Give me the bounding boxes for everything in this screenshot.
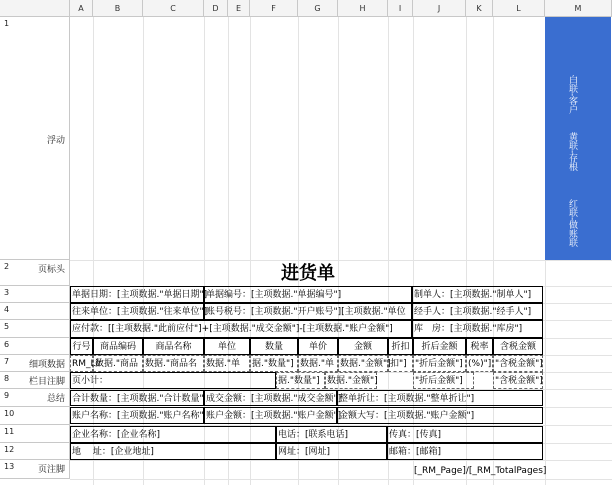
report-title[interactable]: 进货单 [281,263,335,284]
banner-line-1: 白联-客户 [567,75,577,115]
table-header-cell-5[interactable]: 单价 [298,338,338,355]
row-header-5[interactable] [0,320,70,338]
row-number: 7 [4,357,10,366]
account-taxno-field[interactable]: 账号税号：[主项数据."开户账号"][主项数据."单位 [204,303,412,320]
row-header-2[interactable] [0,260,70,286]
address-field[interactable]: 地 址：[企业地址] [70,443,276,460]
detail-cell-10[interactable]: "含税金额"] [493,355,543,372]
table-header-cell-1[interactable]: 商品编码 [93,338,143,355]
row-number: 10 [4,409,15,418]
row-header-1[interactable] [0,17,70,260]
page-subtotal-qty[interactable]: 据."数量"] [276,372,325,389]
row-header-12[interactable] [0,443,70,460]
detail-cell-6[interactable]: 数据."金额"] [338,355,388,372]
row-header-3[interactable] [0,286,70,303]
column-header-i[interactable]: I [388,0,413,17]
row-header-4[interactable] [0,303,70,320]
account-name-field[interactable]: 账户名称：[主项数据."账户名称" [70,407,204,424]
total-qty-field[interactable]: 合计数量：[主项数据."合计数量" [70,390,204,406]
column-header-e[interactable]: E [228,0,250,17]
row-number: 8 [4,374,10,383]
company-name-field[interactable]: 企业名称：[企业名称] [70,426,276,443]
band-label: 浮动 [46,136,65,146]
partner-unit-field[interactable]: 往来单位：[主项数据."往来单位"] [70,303,204,320]
banner-line-2: 黄联-存根 [567,132,577,172]
row-number: 3 [4,288,10,297]
table-header-cell-8[interactable]: 折后金额 [413,338,466,355]
page-subtotal-tax-amount[interactable]: "含税金额"] [493,372,543,389]
row-number: 2 [4,262,10,271]
row-number: 13 [4,462,15,471]
page-subtotal-amount[interactable]: 数据."金额"] [325,372,377,389]
detail-cell-7[interactable]: 扣"] [388,355,413,372]
detail-cell-4[interactable]: 据."数量"] [250,355,298,372]
doc-maker-field[interactable]: 制单人：[主项数据."制单人"] [412,286,543,303]
grid-line [70,260,612,261]
detail-cell-3[interactable]: 数据."单 [204,355,250,372]
page-number-field[interactable]: [_RM_Page]/[_RM_TotalPages] [414,466,547,476]
band-label: 页标头 [37,265,65,275]
phone-field[interactable]: 电话：[联系电话] [276,426,387,443]
row-number: 9 [4,391,10,400]
banner-line-3: 红联-做账联 [567,199,577,248]
column-header-k[interactable]: K [466,0,493,17]
column-header-h[interactable]: H [338,0,388,17]
detail-cell-2[interactable]: 数据."商品名 [143,355,204,372]
website-field[interactable]: 网址：[网址] [276,443,387,460]
band-label: 页注脚 [37,465,65,475]
detail-cell-1[interactable]: 数据."商品 [93,355,143,372]
detail-cell-9[interactable]: (%)"] [466,355,493,372]
row-header-6[interactable] [0,338,70,355]
column-header-b[interactable]: B [93,0,143,17]
page-subtotal-label[interactable]: 页小计： [70,372,276,389]
doc-date-field[interactable]: 单据日期：[主项数据."单据日期"] [70,286,204,303]
column-header-j[interactable]: J [413,0,466,17]
table-header-cell-7[interactable]: 折扣 [388,338,413,355]
detail-cell-8[interactable]: "折后金额"] [413,355,466,372]
row-number: 11 [4,427,15,436]
row-header-10[interactable] [0,407,70,425]
table-header-cell-9[interactable]: 税率 [466,338,493,355]
corner-cell[interactable] [0,0,70,17]
row-number: 1 [4,19,10,28]
column-header-f[interactable]: F [250,0,298,17]
grid-line [70,479,612,480]
detail-cell-0[interactable]: RM_Lir [70,355,93,372]
row-header-7[interactable] [0,355,70,372]
row-header-11[interactable] [0,425,70,443]
whole-discount-field[interactable]: 整单折让：[主项数据."整单折让"] [337,390,543,406]
amount-upper-field[interactable]: 金额大写：[主项数据."账户金额"] [337,407,543,424]
detail-cell-5[interactable]: 数据."单 [298,355,338,372]
column-header-g[interactable]: G [298,0,338,17]
copy-distribution-banner[interactable] [545,17,611,260]
band-label: 总结 [46,394,65,404]
row-header-9[interactable] [0,389,70,407]
band-label: 栏目注脚 [28,377,65,387]
row-number: 12 [4,445,15,454]
row-number: 6 [4,340,10,349]
warehouse-field[interactable]: 库 房：[主项数据."库房"] [412,320,543,338]
table-header-cell-4[interactable]: 数量 [250,338,298,355]
grid-line [70,460,612,461]
handler-field[interactable]: 经手人：[主项数据."经手人"] [412,303,543,320]
row-number: 5 [4,322,10,331]
row-number: 4 [4,305,10,314]
row-header-13[interactable] [0,460,70,479]
table-header-cell-0[interactable]: 行号 [70,338,93,355]
page-subtotal-discount-amount[interactable]: "折后金额"] [413,372,474,389]
doc-number-field[interactable]: 单据编号：[主项数据."单据编号"] [204,286,412,303]
column-header-m[interactable]: M [545,0,612,17]
column-header-c[interactable]: C [143,0,204,17]
table-header-cell-2[interactable]: 商品名称 [143,338,204,355]
fax-field[interactable]: 传真：[传真] [387,426,543,443]
table-header-cell-10[interactable]: 含税金额 [493,338,543,355]
row-header-8[interactable] [0,372,70,389]
account-amount-field[interactable]: 账户金额：[主项数据."账户金额"] [204,407,337,424]
table-header-cell-6[interactable]: 金额 [338,338,388,355]
column-header-l[interactable]: L [493,0,545,17]
table-header-cell-3[interactable]: 单位 [204,338,250,355]
band-label: 细项数据 [28,360,65,370]
deal-amount-field[interactable]: 成交金额：[主项数据."成交金额"] [204,390,337,406]
email-field[interactable]: 邮箱：[邮箱] [387,443,543,460]
column-header-a[interactable]: A [70,0,93,17]
payable-field[interactable]: 应付款：[[主项数据."此前应付"]+[主项数据."成交金额"]-[主项数据."账户金额"] [70,320,412,338]
column-header-d[interactable]: D [204,0,228,17]
